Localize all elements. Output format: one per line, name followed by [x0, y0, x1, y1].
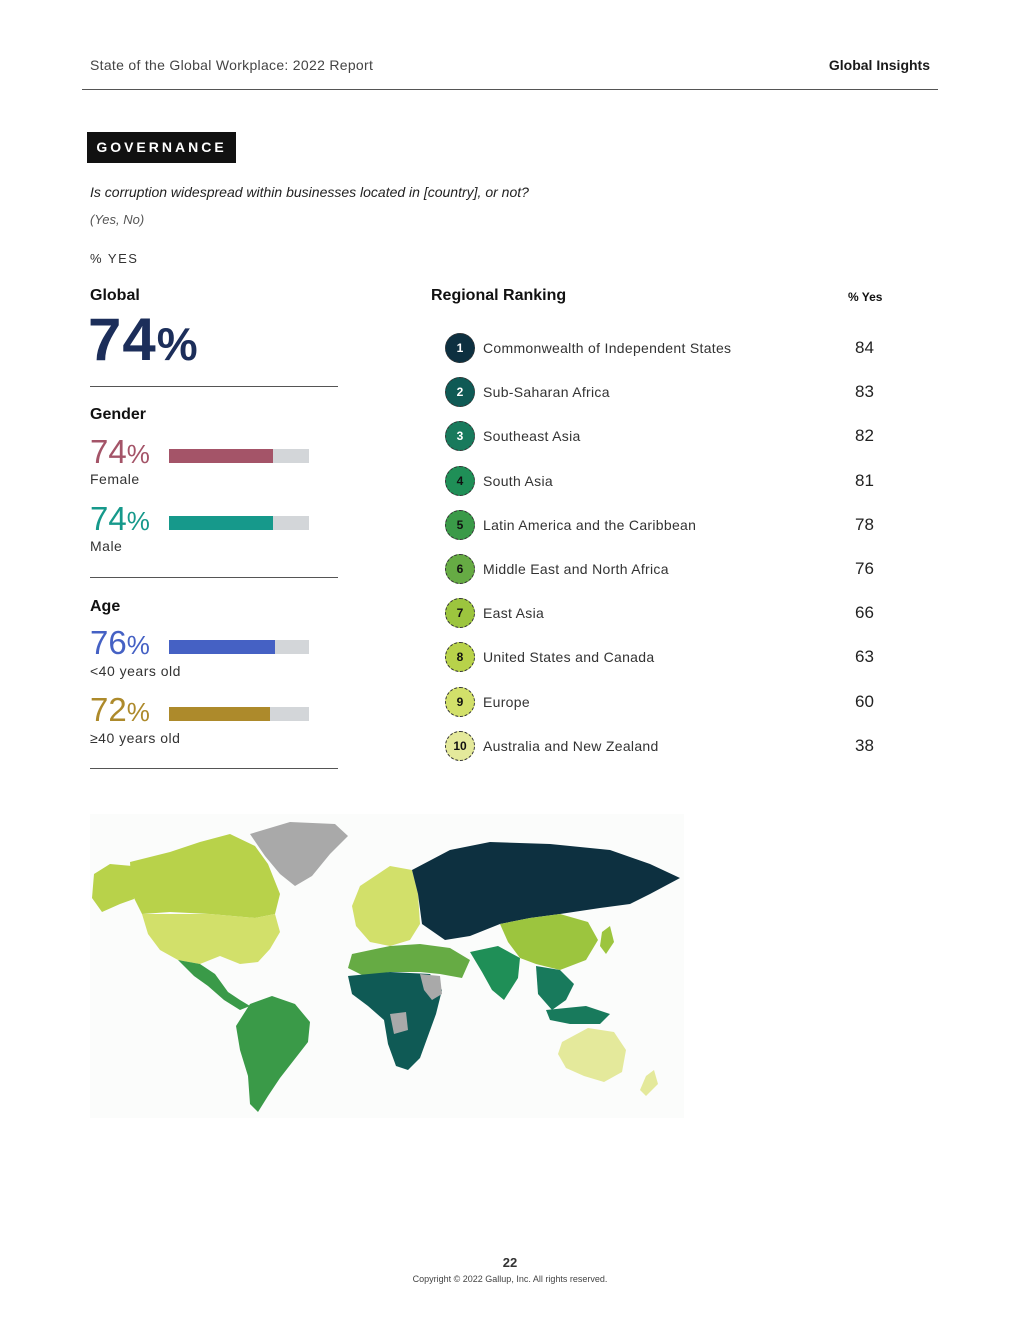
region-name: Australia and New Zealand	[483, 737, 659, 754]
female-bar-fill	[169, 449, 273, 463]
rank-badge: 6	[445, 554, 475, 584]
region-value: 63	[855, 647, 874, 667]
rank-badge: 4	[445, 466, 475, 496]
rank-badge: 3	[445, 421, 475, 451]
over40-value	[90, 692, 150, 730]
regional-ranking-heading: Regional Ranking	[431, 287, 567, 304]
region-value: 66	[855, 603, 874, 623]
male-label: Male	[90, 538, 123, 554]
ranking-row	[445, 333, 885, 365]
ranking-row	[445, 554, 885, 586]
region-value: 82	[855, 426, 874, 446]
region-value: 76	[855, 559, 874, 578]
rank-badge: 5	[445, 510, 475, 540]
region-name: Southeast Asia	[483, 428, 581, 445]
ranking-row	[445, 510, 885, 542]
global-unit: %	[156, 318, 199, 370]
female-value	[90, 434, 150, 472]
rank-badge: 2	[445, 377, 475, 407]
header-divider	[82, 89, 938, 90]
rank-badge: 8	[445, 642, 475, 672]
ranking-row	[445, 421, 885, 453]
region-name: Europe	[483, 693, 530, 710]
region-value: 84	[855, 338, 874, 357]
over40-bar-fill	[169, 707, 270, 721]
region-name: South Asia	[483, 472, 553, 489]
region-name: East Asia	[483, 605, 545, 622]
report-title: State of the Global Workplace: 2022 Report	[90, 57, 374, 73]
rank-badge: 9	[445, 687, 475, 717]
ranking-row	[445, 642, 885, 674]
survey-question: Is corruption widespread within businesses located in [country], or not?	[90, 184, 529, 200]
female-bar	[169, 449, 309, 463]
page-number: 22	[502, 1255, 518, 1270]
over40-unit: %	[126, 697, 150, 727]
divider	[90, 577, 338, 578]
under40-number: 76	[90, 624, 127, 661]
over40-label: ≥40 years old	[90, 730, 181, 746]
global-heading: Global	[90, 287, 140, 304]
section-title: Global Insights	[828, 57, 930, 73]
ranking-row	[445, 377, 885, 409]
male-value	[90, 501, 150, 539]
gender-heading: Gender	[90, 406, 147, 423]
region-name: United States and Canada	[483, 649, 655, 666]
region-value: 60	[855, 691, 874, 711]
region-value: 81	[855, 470, 874, 490]
region-name: Latin America and the Caribbean	[483, 516, 697, 533]
under40-bar	[169, 640, 309, 654]
ranking-row	[445, 687, 885, 719]
under40-bar-fill	[169, 640, 275, 654]
female-label: Female	[90, 471, 140, 487]
copyright: Copyright © 2022 Gallup, Inc. All rights reserved.	[412, 1274, 608, 1284]
under40-value	[90, 625, 150, 663]
divider	[90, 768, 338, 769]
divider	[90, 386, 338, 387]
region-name: Middle East and North Africa	[483, 561, 669, 577]
measure-label: % YES	[90, 251, 139, 266]
female-unit: %	[126, 439, 150, 469]
rank-badge: 7	[445, 598, 475, 628]
over40-bar	[169, 707, 309, 721]
male-number: 74	[90, 500, 127, 537]
global-number: 74	[88, 306, 157, 373]
male-bar	[169, 516, 309, 530]
over40-number: 72	[90, 691, 127, 728]
rank-badge: 10	[445, 731, 475, 761]
ranking-row	[445, 466, 885, 498]
ranking-row	[445, 598, 885, 630]
male-bar-fill	[169, 516, 273, 530]
answer-options: (Yes, No)	[90, 212, 145, 227]
ranking-row	[445, 731, 885, 763]
global-value	[88, 308, 199, 376]
ranking-column-header: % Yes	[848, 290, 883, 304]
region-name: Sub-Saharan Africa	[483, 384, 610, 401]
rank-badge: 1	[445, 333, 475, 363]
region-value: 78	[855, 514, 874, 534]
region-value: 83	[855, 382, 874, 402]
world-map	[90, 814, 684, 1118]
age-heading: Age	[90, 598, 121, 615]
governance-tag: GOVERNANCE	[87, 132, 236, 163]
region-name: Commonwealth of Independent States	[483, 340, 732, 356]
female-number: 74	[90, 433, 127, 470]
region-value: 38	[855, 735, 874, 755]
male-unit: %	[126, 506, 150, 536]
under40-label: <40 years old	[90, 663, 181, 679]
under40-unit: %	[126, 630, 150, 660]
